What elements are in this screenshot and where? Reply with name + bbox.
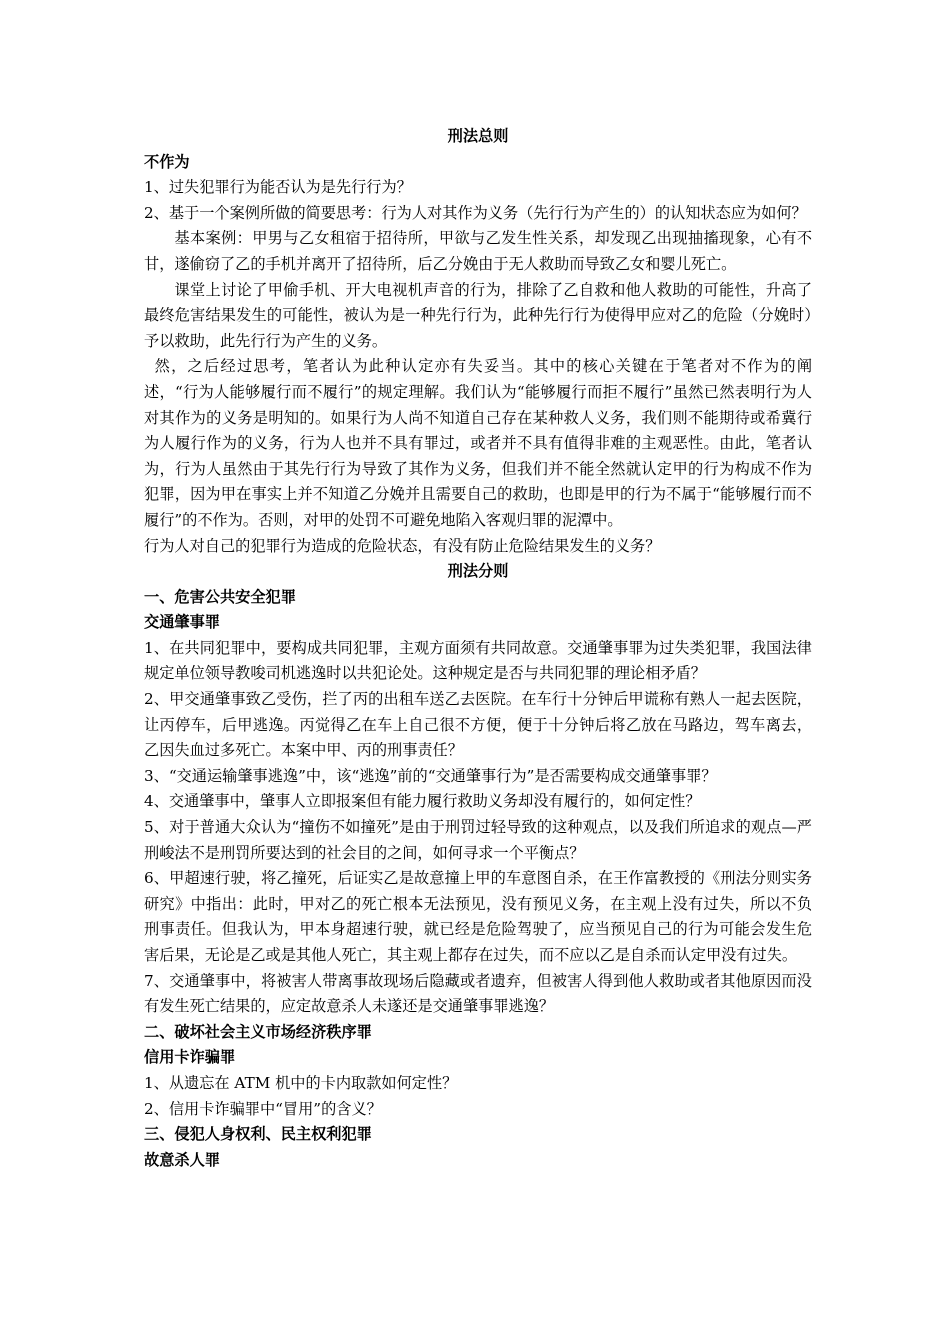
section-omission: 不作为 (144, 152, 190, 171)
author-view-paragraph: 然，之后经过思考，笔者认为此种认定亦有失妥当。其中的核心关键在于笔者对不作为的阐述，“行为人能够履行而不履行”的规定理解。我们认为“能够履行而拒不履行”虽然已然表明行为人对其作为的义务是明知的。如果行为人尚不知道自己存在某种救人义务，我们则不能期待或希冀行为人履行作为的义务，行为人也并不具有罪过，或者并不具有值得非难的主观恶性。由此，笔者认为，行为人虽然由于其先行行为导致了其作为义务，但我们并不能全然就认定甲的行为构成不作为犯罪，因为甲在事实上并不知道乙分娩并且需要自己的救助，也即是甲的行为不属于“能够履行而不履行”的不作为。否则，对甲的处罚不可避免地陷入客观归罪的泥潭中。 (144, 357, 812, 529)
title-general-provisions: 刑法总则 (447, 127, 509, 145)
part-3-heading: 三、侵犯人身权利、民主权利犯罪 (144, 1125, 372, 1144)
section-credit-card-fraud: 信用卡诈骗罪 (144, 1048, 236, 1067)
traffic-question-7: 7、交通肇事中，将被害人带离事故现场后隐藏或者遗弃，但被害人得到他人救助或者其他原因而没有发生死亡结果的，应定故意杀人未遂还是交通肇事罪逃逸？ (144, 971, 812, 1016)
traffic-question-4: 4、交通肇事中，肇事人立即报案但有能力履行救助义务却没有履行的，如何定性？ (144, 792, 701, 811)
traffic-question-1: 1、在共同犯罪中，要构成共同犯罪，主观方面须有共同故意。交通肇事罪为过失类犯罪，我国法律规定单位领导教唆司机逃逸时以共犯论处。这种规定是否与共同犯罪的理论相矛盾？ (144, 638, 812, 683)
section-traffic-accident: 交通肇事罪 (144, 613, 220, 632)
card-question-1: 1、从遗忘在 ATM 机中的卡内取款如何定性？ (144, 1073, 458, 1092)
title-specific-provisions: 刑法分则 (447, 562, 509, 581)
basic-case-paragraph: 基本案例：甲男与乙女租宿于招待所，甲欲与乙发生性关系，却发现乙出现抽搐现象，心有不甘，遂偷窃了乙的手机并离开了招待所，后乙分娩由于无人救助而导致乙女和婴儿死亡。 (144, 229, 812, 273)
document-page (144, 124, 812, 1173)
traffic-question-3: 3、“交通运输肇事逃逸”中，该“逃逸”前的“交通肇事行为”是否需要构成交通肇事罪？ (144, 766, 717, 785)
traffic-question-5: 5、对于普通大众认为“撞伤不如撞死”是由于刑罚过轻导致的这种观点，以及我们所追求的观点—严刑峻法不是刑罚所要达到的社会目的之间，如何寻求一个平衡点？ (144, 818, 812, 862)
question-2: 2、基于一个案例所做的简要思考：行为人对其作为义务（先行行为产生的）的认知状态应为如何？ (144, 203, 807, 222)
question-1: 1、过失犯罪行为能否认为是先行行为？ (144, 178, 412, 197)
traffic-question-2: 2、甲交通肇事致乙受伤，拦了丙的出租车送乙去医院。在车行十分钟后甲谎称有熟人一起去医院，让丙停车，后甲逃逸。丙觉得乙在车上自己很不方便，便于十分钟后将乙放在马路边，驾车离去，乙因失血过多死亡。本案中甲、丙的刑事责任？ (144, 690, 812, 760)
question-3: 行为人对自己的犯罪行为造成的危险状态，有没有防止危险结果发生的义务？ (144, 536, 661, 555)
part-1-heading: 一、危害公共安全犯罪 (144, 587, 296, 606)
traffic-question-6: 6、甲超速行驶，将乙撞死，后证实乙是故意撞上甲的车意图自杀，在王作富教授的《刑法分则实务研究》中指出：此时，甲对乙的死亡根本无法预见，没有预见义务，在主观上没有过失，所以不负刑事责任。但我认为，甲本身超速行驶，就已经是危险驾驶了，应当预见自己的行为可能会发生危害后果，无论是乙或是其他人死亡，其主观上都存在过失，而不应以乙是自杀而认定甲没有过失。 (144, 869, 812, 964)
class-discussion-paragraph: 课堂上讨论了甲偷手机、开大电视机声音的行为，排除了乙自救和他人救助的可能性，升高了最终危害结果发生的可能性，被认为是一种先行行为，此种先行行为使得甲应对乙的危险（分娩时）予以救助，此先行行为产生的义务。 (144, 280, 812, 350)
part-2-heading: 二、破坏社会主义市场经济秩序罪 (144, 1022, 372, 1041)
section-intentional-homicide: 故意杀人罪 (144, 1150, 220, 1169)
card-question-2: 2、信用卡诈骗罪中“冒用”的含义？ (144, 1099, 382, 1118)
